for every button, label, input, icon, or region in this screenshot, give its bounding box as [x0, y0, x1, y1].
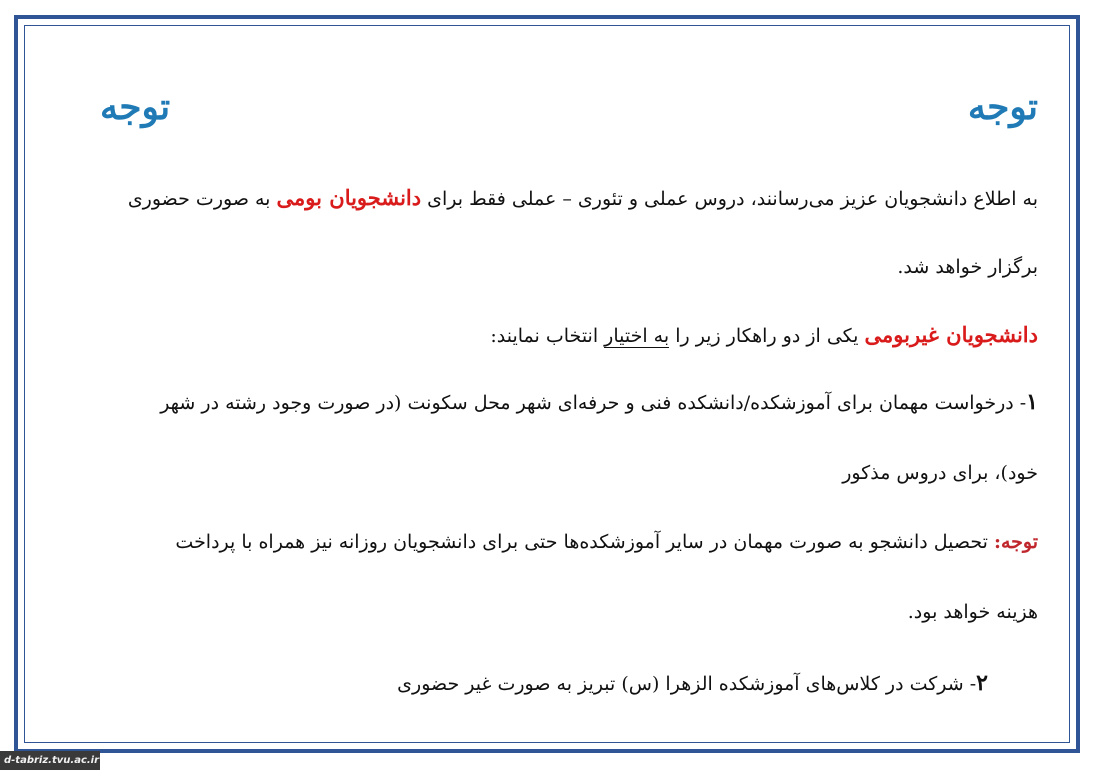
paragraph-2-text-start: یکی از دو راهکار زیر را — [675, 325, 859, 347]
heading-right: توجه — [967, 86, 1038, 128]
item-1-line-1 — [60, 387, 1038, 418]
underlined-option-text: به اختیار — [604, 325, 670, 347]
item-2 — [397, 668, 988, 699]
item-1-line-2: خود)، برای دروس مذکور — [842, 462, 1038, 484]
note-line-2: هزینه خواهد بود. — [907, 601, 1038, 623]
paragraph-2 — [60, 320, 1038, 351]
item-2-number: ۲ — [976, 670, 988, 696]
paragraph-1-text-start: به اطلاع دانشجویان عزیز می‌رسانند، دروس عملی و تئوری – عملی فقط برای — [427, 188, 1038, 210]
paragraph-1-line-2: برگزار خواهد شد. — [897, 256, 1038, 278]
item-2-text: - شرکت در کلاس‌های آموزشکده الزهرا (س) تبریز به صورت غیر حضوری — [397, 673, 977, 695]
note-line-1 — [60, 527, 1038, 557]
paragraph-2-text-end: انتخاب نمایند: — [490, 325, 599, 347]
paragraph-1-line-1 — [60, 183, 1038, 214]
item-1-number: ۱ — [1026, 389, 1038, 415]
notice-content — [60, 25, 1038, 743]
paragraph-1-text-end: به صورت حضوری — [127, 188, 271, 210]
highlight-nonnative-students: دانشجویان غیربومی — [864, 322, 1038, 347]
item-1-text: - درخواست مهمان برای آموزشکده/دانشکده فنی و حرفه‌ای شهر محل سکونت (در صورت وجود رشته در شهر — [160, 392, 1027, 414]
heading-left: توجه — [100, 86, 171, 128]
note-label: توجه: — [993, 531, 1038, 553]
site-watermark: d-tabriz.tvu.ac.ir — [0, 751, 100, 770]
note-text: تحصیل دانشجو به صورت مهمان در سایر آموزشکده‌ها حتی برای دانشجویان روزانه نیز همراه با پرداخت — [175, 531, 988, 553]
highlight-native-students: دانشجویان بومی — [276, 185, 422, 210]
